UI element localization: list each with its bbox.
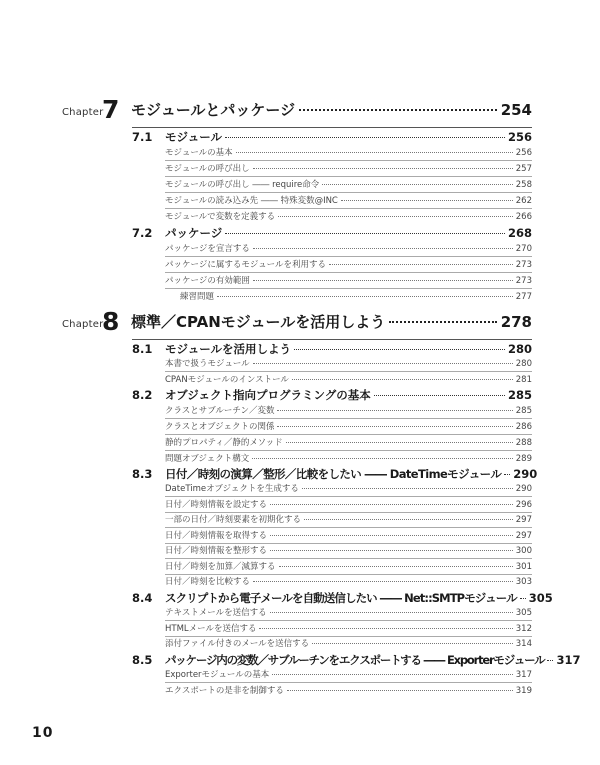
section-heading (132, 341, 532, 356)
leader-dots (252, 458, 513, 459)
item-title: 添付ファイル付きのメールを送信する (165, 639, 310, 649)
toc-item (165, 606, 532, 620)
item-separator (165, 160, 532, 161)
item-page: 256 (515, 148, 532, 158)
chapter-number: 7 (102, 95, 120, 124)
item-page: 317 (515, 670, 532, 680)
chapter-title: 標準／CPANモジュールを活用しよう (131, 313, 386, 331)
item-title: モジュールの呼び出し (165, 164, 250, 174)
item-page: 297 (515, 531, 532, 541)
item-title: HTMLメールを送信する (165, 624, 257, 634)
item-page: 270 (515, 244, 532, 254)
toc-item (165, 162, 532, 176)
item-page: 314 (515, 639, 532, 649)
item-separator (165, 450, 532, 451)
item-page: 300 (515, 546, 532, 556)
item-page: 297 (515, 515, 532, 525)
section-title: パッケージ (165, 226, 223, 240)
item-title: クラスとオブジェクトの関係 (165, 422, 275, 432)
item-title: パッケージを宣言する (165, 244, 250, 254)
toc-item (165, 420, 532, 434)
toc-item (165, 668, 532, 682)
section-number: 8.1 (132, 342, 153, 356)
item-title: 問題オブジェクト構文 (165, 454, 250, 464)
leader-dots (270, 535, 513, 536)
toc-item (165, 482, 532, 496)
toc-item (165, 146, 532, 160)
item-separator (165, 496, 532, 497)
item-separator (165, 682, 532, 683)
chapter-label: Chapter (62, 319, 104, 330)
toc-item (165, 529, 532, 543)
toc-item (180, 290, 532, 304)
toc-item (165, 560, 532, 574)
item-separator (165, 272, 532, 273)
item-page: 286 (515, 422, 532, 432)
item-page: 273 (515, 276, 532, 286)
item-title: モジュールの基本 (165, 148, 233, 158)
section-title: パッケージ内の変数／サブルーチンをエクスポートする ―― Exporterモジュール (165, 653, 545, 667)
item-separator (165, 558, 532, 559)
leader-dots (270, 504, 513, 505)
toc-item (165, 194, 532, 208)
leader-dots (277, 426, 512, 427)
toc-item (165, 436, 532, 450)
item-separator (165, 288, 532, 289)
toc-item (165, 373, 532, 387)
section-heading (132, 225, 532, 240)
item-title: 日付／時刻情報を整形する (165, 546, 268, 556)
leader-dots (277, 410, 512, 411)
leader-dots (302, 488, 513, 489)
section-number: 8.2 (132, 388, 153, 402)
toc-item (165, 258, 532, 272)
leader-dots (279, 566, 513, 567)
toc-item (165, 684, 532, 698)
toc-item (165, 637, 532, 651)
page-number: 10 (32, 725, 54, 741)
leader-dots (312, 643, 513, 644)
leader-dots (304, 519, 513, 520)
item-page: 280 (515, 359, 532, 369)
item-separator (165, 418, 532, 419)
item-title: 本書で扱うモジュール (165, 359, 250, 369)
item-title: 日付／時刻情報を設定する (165, 500, 268, 510)
item-page: 296 (515, 500, 532, 510)
section-page: 268 (507, 226, 532, 240)
item-title: 日付／時刻を加算／減算する (165, 562, 276, 572)
section-title: オブジェクト指向プログラミングの基本 (165, 388, 371, 402)
item-title: モジュールの呼び出し ―― require命令 (165, 180, 320, 190)
leader-dots (287, 690, 513, 691)
leader-dots (236, 152, 513, 153)
leader-dots (253, 280, 513, 281)
chapter-page: 278 (500, 313, 532, 331)
section-page: 280 (507, 342, 532, 356)
section-title: スクリプトから電子メールを自動送信したい ―― Net::SMTPモジュール (165, 591, 517, 605)
chapter-title: モジュールとパッケージ (131, 101, 296, 119)
toc-item (165, 513, 532, 527)
item-page: 258 (515, 180, 532, 190)
leader-dots (272, 674, 513, 675)
item-title: 練習問題 (180, 292, 215, 302)
item-separator (165, 192, 532, 193)
toc-item (165, 357, 532, 371)
chapter-page: 254 (500, 101, 532, 119)
item-title: パッケージに属するモジュールを利用する (165, 260, 326, 270)
section-page: 256 (507, 130, 532, 144)
leader-dots (286, 442, 513, 443)
leader-dots (253, 363, 513, 364)
leader-dots (374, 395, 505, 396)
item-title: 静的プロパティ／静的メソッド (165, 438, 283, 448)
section-number: 8.5 (132, 653, 153, 667)
leader-dots (270, 550, 513, 551)
item-page: 285 (515, 406, 532, 416)
leader-dots (329, 264, 513, 265)
toc-item (165, 575, 532, 589)
item-title: モジュールの読み込み先 ―― 特殊変数@INC (165, 196, 338, 206)
leader-dots (225, 137, 505, 138)
item-page: 262 (515, 196, 532, 206)
leader-dots (217, 296, 513, 297)
item-page: 257 (515, 164, 532, 174)
item-title: テキストメールを送信する (165, 608, 267, 618)
section-heading (132, 590, 553, 605)
chapter-title-row (131, 99, 532, 120)
leader-dots (322, 184, 512, 185)
section-heading (132, 387, 532, 402)
item-title: パッケージの有効範囲 (165, 276, 250, 286)
item-page: 305 (515, 608, 532, 618)
leader-dots (278, 216, 513, 217)
section-number: 7.2 (132, 226, 153, 240)
leader-dots (270, 612, 513, 613)
item-page: 303 (515, 577, 532, 587)
item-title: Exporterモジュールの基本 (165, 670, 270, 680)
item-page: 273 (515, 260, 532, 270)
item-separator (165, 256, 532, 257)
leader-dots (225, 233, 505, 234)
item-title: 日付／時刻情報を取得する (165, 531, 268, 541)
item-page: 266 (515, 212, 532, 222)
toc-item (165, 274, 532, 288)
chapter-label: Chapter (62, 107, 104, 118)
toc-item (165, 178, 532, 192)
item-separator (165, 620, 532, 621)
leader-dots (299, 109, 497, 111)
leader-dots (341, 200, 513, 201)
item-title: クラスとサブルーチン／変数 (165, 406, 275, 416)
section-page: 317 (556, 653, 581, 667)
section-rule (132, 127, 532, 128)
toc-item (165, 498, 532, 512)
item-page: 319 (515, 686, 532, 696)
leader-dots (259, 628, 512, 629)
section-title: 日付／時刻の演算／整形／比較をしたい ―― DateTimeモジュール (165, 467, 502, 481)
section-page: 305 (528, 591, 553, 605)
item-separator (165, 371, 532, 372)
section-heading (132, 652, 581, 667)
section-number: 8.3 (132, 467, 153, 481)
item-separator (165, 176, 532, 177)
leader-dots (294, 349, 505, 350)
item-title: DateTimeオブジェクトを生成する (165, 484, 299, 494)
toc-item (165, 452, 532, 466)
item-page: 288 (515, 438, 532, 448)
section-title: モジュール (165, 130, 223, 144)
item-title: CPANモジュールのインストール (165, 375, 289, 385)
item-separator (165, 434, 532, 435)
toc-item (165, 210, 532, 224)
leader-dots (292, 379, 513, 380)
section-number: 7.1 (132, 130, 153, 144)
leader-dots (253, 168, 513, 169)
item-separator (165, 527, 532, 528)
chapter-title-row (131, 311, 532, 332)
item-separator (165, 208, 532, 209)
section-page: 290 (513, 467, 538, 481)
leader-dots (547, 660, 553, 661)
item-page: 290 (515, 484, 532, 494)
leader-dots (389, 321, 496, 323)
leader-dots (520, 598, 526, 599)
leader-dots (253, 248, 513, 249)
section-number: 8.4 (132, 591, 153, 605)
item-page: 289 (515, 454, 532, 464)
section-heading (132, 466, 538, 481)
toc-item (165, 242, 532, 256)
toc-item (165, 544, 532, 558)
section-title: モジュールを活用しよう (165, 342, 292, 356)
leader-dots (504, 474, 510, 475)
item-title: 日付／時刻を比較する (165, 577, 251, 587)
item-page: 301 (515, 562, 532, 572)
item-page: 281 (515, 375, 532, 385)
chapter-heading (62, 305, 532, 335)
toc-item (165, 404, 532, 418)
chapter-heading (62, 93, 532, 123)
item-title: エクスポートの是非を制御する (165, 686, 284, 696)
toc-item (165, 622, 532, 636)
section-rule (132, 339, 532, 340)
leader-dots (253, 581, 513, 582)
section-heading (132, 129, 532, 144)
item-title: 一部の日付／時刻要素を初期化する (165, 515, 302, 525)
item-page: 312 (515, 624, 532, 634)
section-page: 285 (507, 388, 532, 402)
item-title: モジュールで変数を定義する (165, 212, 276, 222)
item-page: 277 (515, 292, 532, 302)
chapter-number: 8 (102, 307, 120, 336)
